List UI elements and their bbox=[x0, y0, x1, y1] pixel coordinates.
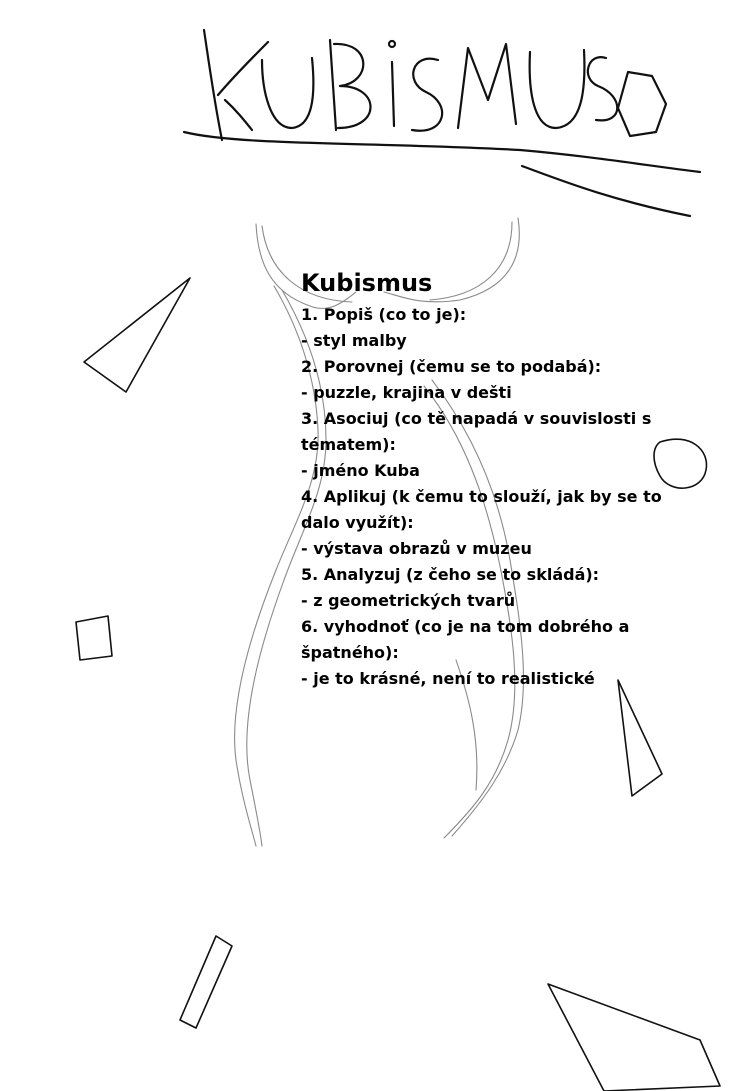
notes-panel bbox=[301, 268, 711, 692]
notes-line: špatného): bbox=[301, 643, 399, 662]
notes-line: - jméno Kuba bbox=[301, 461, 420, 480]
notes-line: tématem): bbox=[301, 435, 396, 454]
notes-line: 2. Porovnej (čemu se to podabá): bbox=[301, 357, 602, 376]
shard-left-triangle bbox=[84, 278, 190, 392]
small-square bbox=[76, 616, 112, 660]
notes-line: dalo využít): bbox=[301, 513, 414, 532]
notes-line: - puzzle, krajina v dešti bbox=[301, 383, 512, 402]
notes-list bbox=[301, 302, 711, 692]
notes-line: 5. Analyzuj (z čeho se to skládá): bbox=[301, 565, 600, 584]
shard-bottom-right bbox=[548, 984, 720, 1091]
notes-line: - výstava obrazů v muzeu bbox=[301, 539, 532, 558]
notes-line: 6. vyhodnoť (co je na tom dobrého a bbox=[301, 617, 630, 636]
handwritten-title-lettering bbox=[184, 30, 700, 216]
notes-line: 1. Popiš (co to je): bbox=[301, 305, 467, 324]
notes-line: - styl malby bbox=[301, 331, 407, 350]
notes-title: Kubismus bbox=[301, 269, 433, 297]
notes-line: - z geometrických tvarů bbox=[301, 591, 516, 610]
shard-bottom-bar bbox=[180, 936, 232, 1028]
shard-right-triangle bbox=[618, 680, 662, 796]
notes-line: - je to krásné, není to realistické bbox=[301, 669, 595, 688]
notes-line: 3. Asociuj (co tě napadá v souvislosti s bbox=[301, 409, 652, 428]
notes-line: 4. Aplikuj (k čemu to slouží, jak by se to bbox=[301, 487, 662, 506]
